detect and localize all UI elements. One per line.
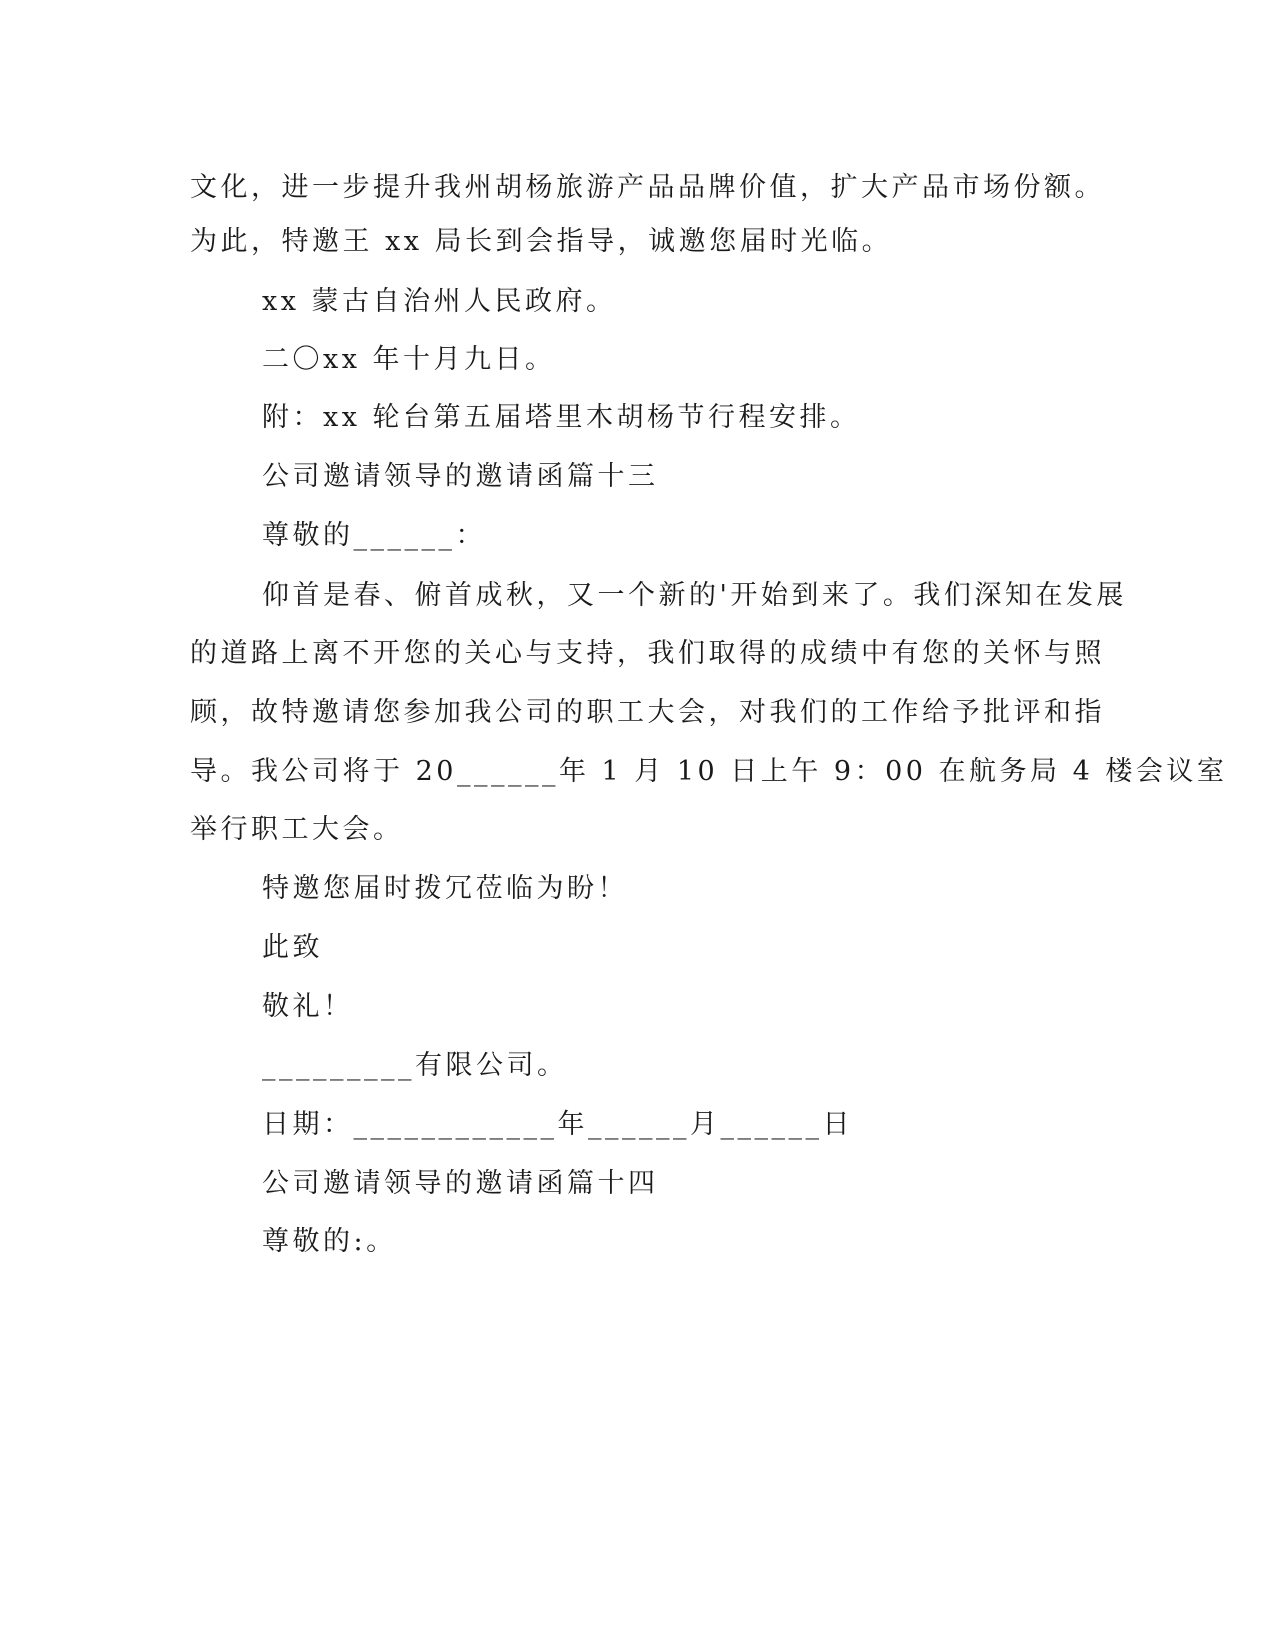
signature-date: 二〇xx 年十月九日。	[262, 344, 556, 375]
signature-date-blank: 日期：____________年______月______日	[262, 1109, 853, 1140]
closing-invitation: 特邀您届时拨冗莅临为盼！	[262, 873, 628, 904]
body-line-4: 导。我公司将于 20______年 1 月 10 日上午 9：00 在航务局 4 楼会议室	[190, 756, 1228, 787]
signature-company: _________有限公司。	[262, 1050, 568, 1081]
salutation-14: 尊敬的:。	[262, 1226, 397, 1257]
paragraph-line-culture: 文化，进一步提升我州胡杨旅游产品品牌价值，扩大产品市场份额。	[190, 172, 1105, 203]
body-line-1: 仰首是春、俯首成秋，又一个新的'开始到来了。我们深知在发展	[262, 580, 1127, 611]
paragraph-line-invite-director: 为此，特邀王 xx 局长到会指导，诚邀您届时光临。	[190, 226, 893, 257]
signature-government: xx 蒙古自治州人民政府。	[262, 286, 617, 317]
body-line-2: 的道路上离不开您的关心与支持，我们取得的成绩中有您的关怀与照	[190, 638, 1105, 669]
body-line-3: 顾，故特邀请您参加我公司的职工大会，对我们的工作给予批评和指	[190, 697, 1105, 728]
salutation-13: 尊敬的______：	[262, 520, 486, 551]
attachment-note: 附：xx 轮台第五届塔里木胡杨节行程安排。	[262, 402, 861, 433]
section-title-14: 公司邀请领导的邀请函篇十四	[262, 1168, 659, 1199]
section-title-13: 公司邀请领导的邀请函篇十三	[262, 461, 659, 492]
body-line-5: 举行职工大会。	[190, 814, 404, 845]
closing-jingli: 敬礼！	[262, 991, 354, 1022]
closing-cizhi: 此致	[262, 932, 323, 963]
